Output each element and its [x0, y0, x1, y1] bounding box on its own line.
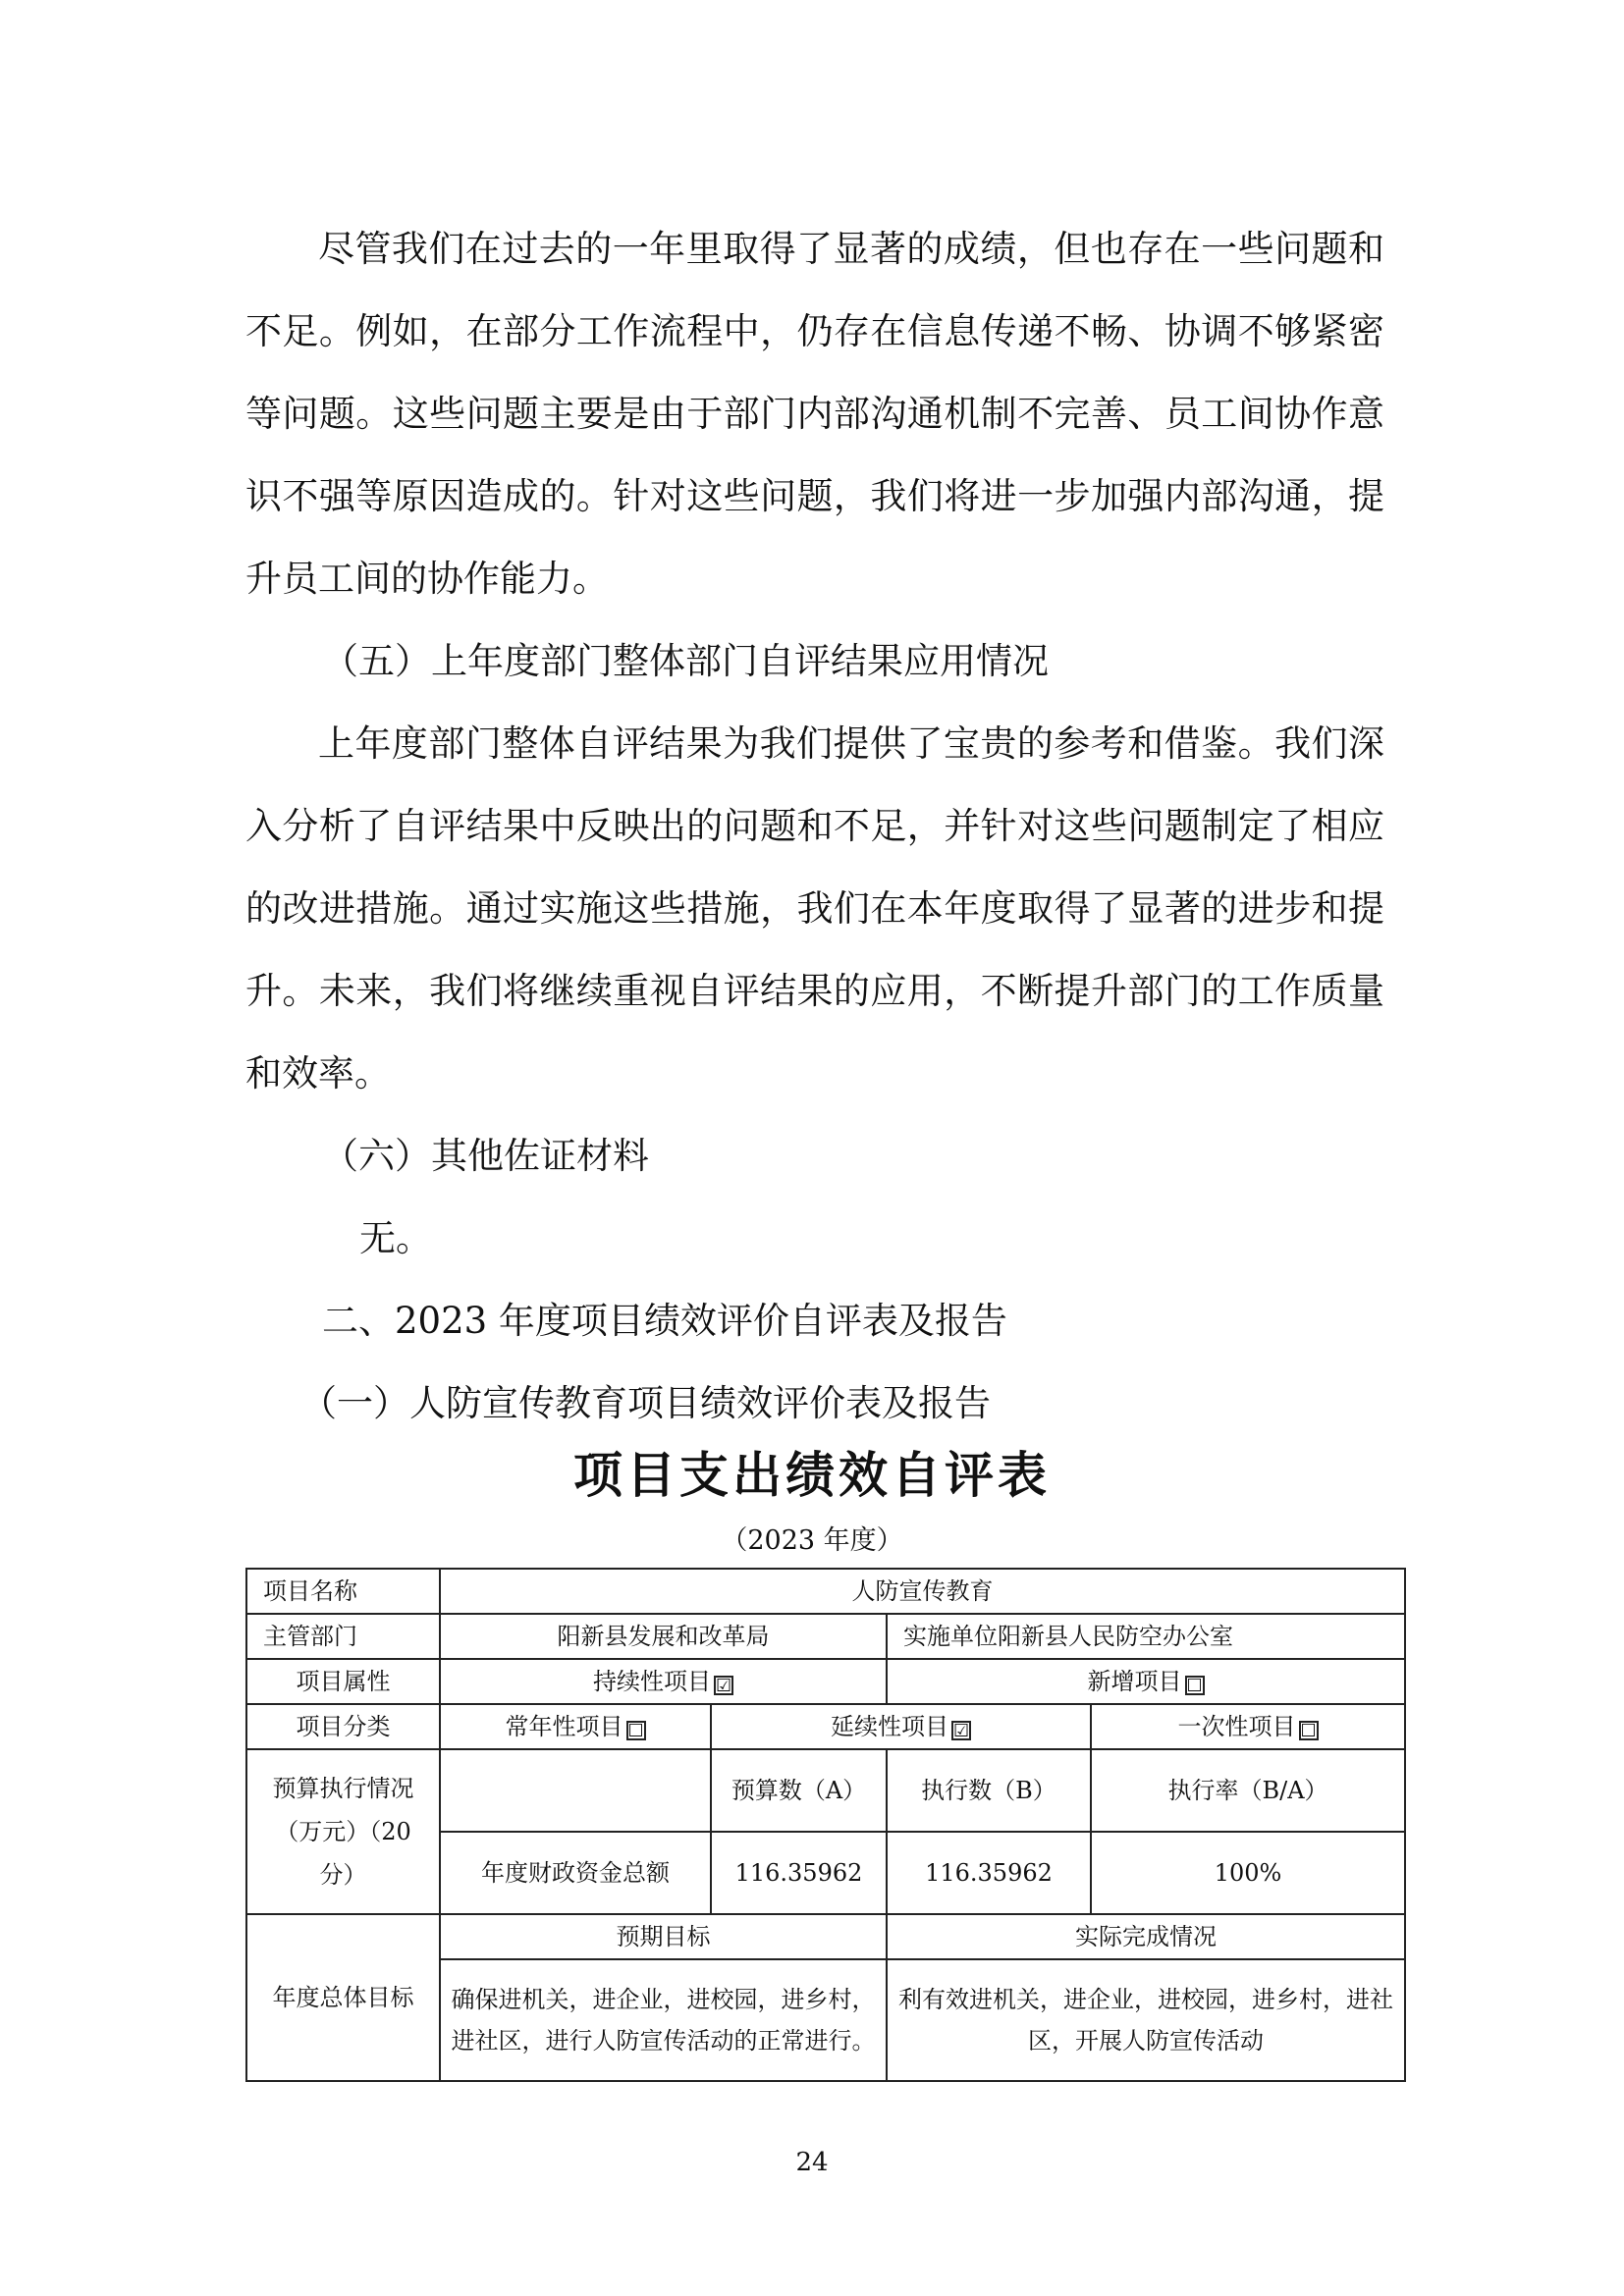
attr-label: 项目属性	[246, 1659, 440, 1704]
checked-box-icon: ☑	[953, 1721, 970, 1741]
heading-six: （六）其他佐证材料	[322, 1135, 649, 1177]
class-extended-label: 延续性项目	[831, 1713, 948, 1740]
table-row	[246, 1704, 1405, 1749]
impl-unit: 实施单位阳新县人民防空办公室	[887, 1614, 1405, 1659]
attr-new-cell	[887, 1659, 1405, 1704]
class-regular-cell	[440, 1704, 711, 1749]
dept-value: 阳新县发展和改革局	[440, 1614, 887, 1659]
table-year: （2023 年度）	[721, 1525, 903, 1556]
fund-total-label: 年度财政资金总额	[440, 1832, 711, 1914]
body-text	[245, 208, 1384, 1445]
class-regular-label: 常年性项目	[505, 1713, 623, 1740]
dept-label: 主管部门	[246, 1614, 440, 1659]
paragraph-self-eval: 上年度部门整体自评结果为我们提供了宝贵的参考和借鉴。我们深入分析了自评结果中反映出的问题和不足，并针对这些问题制定了相应的改进措施。通过实施这些措施，我们在本年度取得了显著的进步和提升。未来，我们将继续重视自评结果的应用，不断提升部门的工作质量和效率。	[245, 722, 1384, 1095]
table-row	[246, 1569, 1405, 1614]
table-row	[246, 1614, 1405, 1659]
goal-label: 年度总体目标	[246, 1914, 440, 2081]
none-text: 无。	[359, 1217, 432, 1259]
attr-continuing-cell	[440, 1659, 887, 1704]
class-onetime-label: 一次性项目	[1177, 1713, 1296, 1740]
table-row	[246, 1659, 1405, 1704]
project-name-label: 项目名称	[246, 1569, 440, 1614]
subsection-one-heading: （一）人防宣传教育项目绩效评价表及报告	[300, 1382, 991, 1424]
section-two-heading: 二、2023 年度项目绩效评价自评表及报告	[322, 1300, 1007, 1342]
class-extended-cell	[711, 1704, 1091, 1749]
unchecked-box-icon: ☐	[1186, 1676, 1203, 1696]
fund-b: 116.35962	[887, 1832, 1091, 1914]
budget-col-a: 预算数（A）	[711, 1749, 887, 1832]
goal-expected: 确保进机关，进企业，进校园，进乡村，进社区，进行人防宣传活动的正常进行。	[440, 1959, 887, 2081]
budget-label: 预算执行情况（万元）（20 分）	[246, 1749, 440, 1914]
evaluation-table	[245, 1568, 1406, 2082]
unchecked-box-icon: ☐	[1300, 1721, 1317, 1741]
table-title: 项目支出绩效自评表	[573, 1447, 1051, 1504]
empty-cell	[440, 1749, 711, 1832]
attr-new-label: 新增项目	[1087, 1668, 1182, 1695]
goal-expected-header: 预期目标	[440, 1914, 887, 1959]
class-label: 项目分类	[246, 1704, 440, 1749]
goal-actual-header: 实际完成情况	[887, 1914, 1405, 1959]
heading-five: （五）上年度部门整体部门自评结果应用情况	[322, 640, 1049, 682]
fund-rate: 100%	[1091, 1832, 1405, 1914]
checked-box-icon: ☑	[716, 1676, 732, 1696]
unchecked-box-icon: ☐	[627, 1721, 644, 1741]
budget-col-b: 执行数（B）	[887, 1749, 1091, 1832]
budget-col-rate: 执行率（B/A）	[1091, 1749, 1405, 1832]
page-number: 24	[795, 2148, 829, 2177]
table-row	[246, 1914, 1405, 1959]
fund-a: 116.35962	[711, 1832, 887, 1914]
project-name-value: 人防宣传教育	[440, 1569, 1405, 1614]
table-row	[246, 1749, 1405, 1832]
class-onetime-cell	[1091, 1704, 1405, 1749]
goal-actual: 利有效进机关，进企业，进校园，进乡村，进社区，开展人防宣传活动	[887, 1959, 1405, 2081]
attr-continuing-label: 持续性项目	[593, 1668, 711, 1695]
paragraph-problems: 尽管我们在过去的一年里取得了显著的成绩，但也存在一些问题和不足。例如，在部分工作流程中，仍存在信息传递不畅、协调不够紧密等问题。这些问题主要是由于部门内部沟通机制不完善、员工间协作意识不强等原因造成的。针对这些问题，我们将进一步加强内部沟通，提升员工间的协作能力。	[245, 228, 1384, 600]
